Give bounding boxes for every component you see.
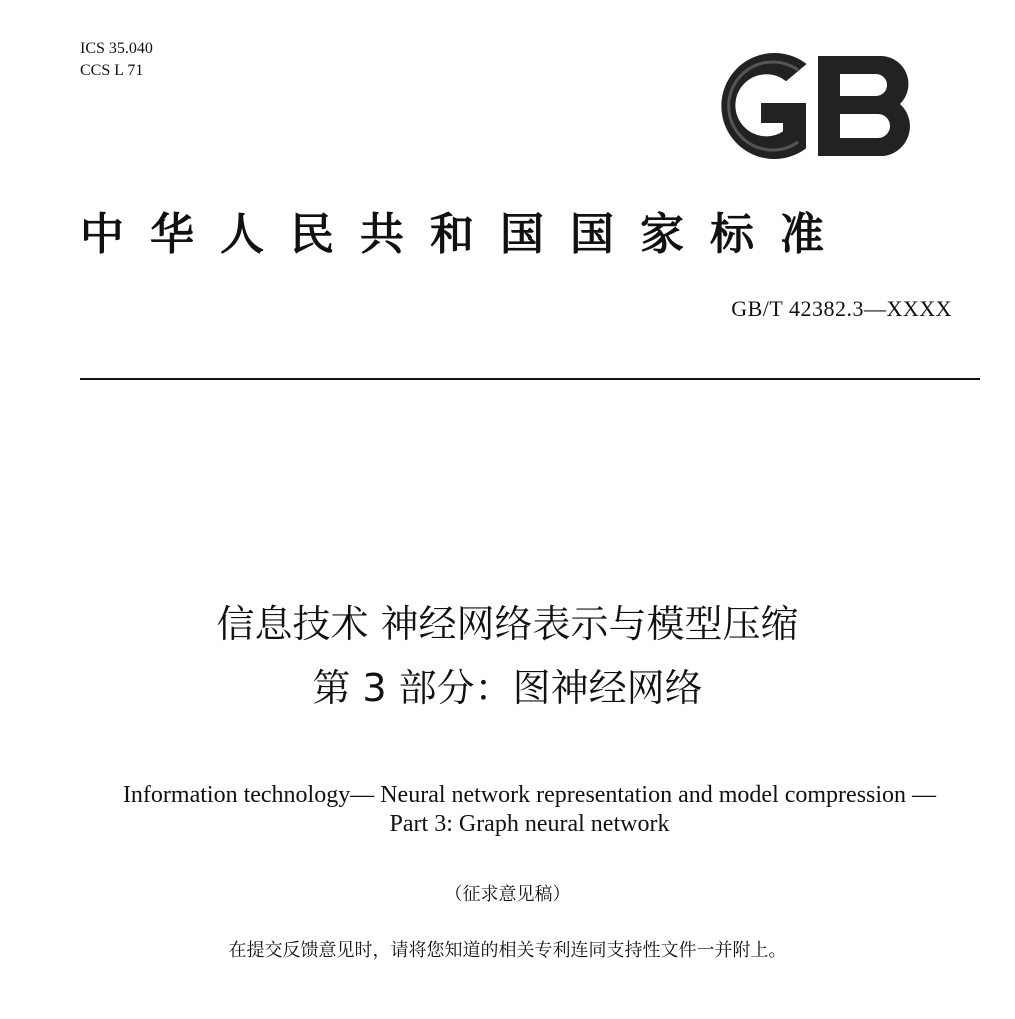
draft-label: （征求意见稿） bbox=[444, 884, 571, 905]
english-title-line-2: Part 3: Graph neural network bbox=[389, 811, 670, 837]
standard-number: GB/T 42382.3—XXXX bbox=[731, 296, 952, 321]
classification-codes bbox=[80, 38, 153, 82]
gb-logo-graphic bbox=[700, 46, 930, 166]
english-title-line-1: Information technology— Neural network representation and model compression — bbox=[122, 782, 937, 808]
national-standard-title: 中华人民共和国国家标准 bbox=[80, 209, 850, 260]
patent-notice: 在提交反馈意见时，请将您知道的相关专利连同支持性文件一并附上。 bbox=[228, 940, 787, 961]
divider-rule bbox=[80, 378, 980, 380]
ics-code: ICS 35.040 bbox=[80, 40, 153, 57]
ccs-code: CCS L 71 bbox=[80, 62, 144, 79]
chinese-title-line-1: 信息技术 神经网络表示与模型压缩 bbox=[216, 602, 799, 646]
gb-logo bbox=[700, 46, 930, 166]
chinese-title-line-2: 第 3 部分：图神经网络 bbox=[312, 666, 703, 710]
